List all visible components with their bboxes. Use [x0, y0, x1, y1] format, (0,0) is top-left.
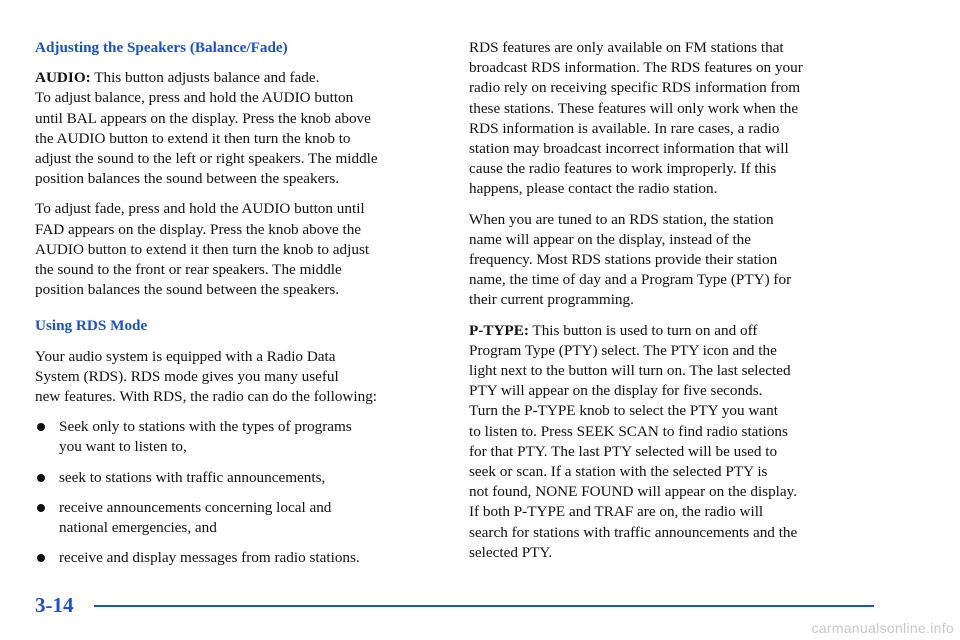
- text-line: name, the time of day and a Program Type (PTY) for: [469, 271, 792, 289]
- section-heading-speakers: Adjusting the Speakers (Balance/Fade): [35, 39, 288, 56]
- left-column: [35, 38, 440, 578]
- text-line: position balances the sound between the speakers.: [35, 170, 340, 188]
- text-line: adjust the sound to the left or right speakers. The middle: [35, 150, 378, 168]
- text-line: When you are tuned to an RDS station, the station: [469, 210, 774, 228]
- text-line: name will appear on the display, instead of the: [469, 230, 752, 248]
- text-line: position balances the sound between the speakers.: [35, 281, 340, 299]
- text-line: happens, please contact the radio station.: [469, 180, 718, 198]
- text-line: System (RDS). RDS mode gives you many useful: [35, 367, 339, 385]
- text-line: AUDIO: This button adjusts balance and fade.: [35, 69, 320, 87]
- bullet-icon: [37, 423, 45, 431]
- text-line: If both P-TYPE and TRAF are on, the radio will: [469, 503, 764, 521]
- text-line: radio rely on receiving specific RDS information from: [469, 79, 801, 97]
- audio-paragraph: [35, 68, 440, 189]
- list-item: receive announcements concerning local and national emergencies, and: [35, 498, 440, 538]
- text-line: seek or scan. If a station with the selected PTY is: [469, 463, 768, 481]
- text-line: new features. With RDS, the radio can do the following:: [35, 388, 378, 406]
- text-line: search for stations with traffic announcements and the: [469, 523, 798, 541]
- list-item: Seek only to stations with the types of programs you want to listen to,: [35, 417, 440, 457]
- text-line: for that PTY. The last PTY selected will be used to: [469, 442, 778, 460]
- tuned-paragraph: [469, 210, 874, 311]
- bullet-icon: [37, 504, 45, 512]
- text-line: their current programming.: [469, 291, 634, 309]
- bullet-icon: [37, 554, 45, 562]
- right-column: [469, 38, 874, 573]
- text-line: the AUDIO button to extend it then turn the knob to: [35, 129, 351, 147]
- text-line: broadcast RDS information. The RDS features on your: [469, 59, 803, 77]
- text-line: these stations. These features will only work when the: [469, 99, 799, 117]
- text-line: cause the radio features to work improperly. If this: [469, 160, 777, 178]
- text-line: PTY will appear on the display for five seconds.: [469, 382, 763, 400]
- text-line: To adjust balance, press and hold the AUDIO button: [35, 89, 354, 107]
- rds-intro-paragraph: [35, 347, 440, 408]
- footer-rule: [94, 605, 874, 607]
- text-line: RDS information is available. In rare cases, a radio: [469, 119, 780, 137]
- page-number: 3-14: [35, 593, 74, 617]
- list-item: receive and display messages from radio stations.: [35, 548, 440, 568]
- section-heading-rds: Using RDS Mode: [35, 317, 148, 335]
- text-line: light next to the button will turn on. The last selected: [469, 362, 791, 380]
- text-line: station may broadcast incorrect information that will: [469, 140, 789, 158]
- text-line: to listen to. Press SEEK SCAN to find radio stations: [469, 422, 788, 440]
- text-line: selected PTY.: [469, 543, 553, 561]
- text-line: To adjust fade, press and hold the AUDIO button until: [35, 200, 365, 218]
- audio-label: AUDIO:: [35, 69, 91, 87]
- text-line: not found, NONE FOUND will appear on the display.: [469, 483, 798, 501]
- text-line: frequency. Most RDS stations provide their station: [469, 251, 778, 269]
- fade-paragraph: [35, 199, 440, 300]
- text-line: P-TYPE: This button is used to turn on and off: [469, 321, 758, 339]
- text-line: the sound to the front or rear speakers. The middle: [35, 261, 342, 279]
- text-line: AUDIO button to extend it then turn the knob to adjust: [35, 240, 370, 258]
- watermark: carmanualsonline.info: [811, 620, 954, 636]
- text-line: Your audio system is equipped with a Radio Data: [35, 347, 336, 365]
- bullet-icon: [37, 474, 45, 482]
- list-item: seek to stations with traffic announcements,: [35, 468, 440, 488]
- ptype-paragraph: [469, 321, 874, 563]
- ptype-label: P-TYPE:: [469, 321, 529, 339]
- text-line: Turn the P-TYPE knob to select the PTY you want: [469, 402, 778, 420]
- text-line: RDS features are only available on FM stations that: [469, 39, 784, 56]
- text-line: until BAL appears on the display. Press the knob above: [35, 109, 371, 127]
- text-line: Program Type (PTY) select. The PTY icon and the: [469, 341, 777, 359]
- fm-paragraph: [469, 38, 874, 200]
- rds-feature-list: [35, 417, 440, 568]
- text-line: FAD appears on the display. Press the knob above the: [35, 220, 362, 238]
